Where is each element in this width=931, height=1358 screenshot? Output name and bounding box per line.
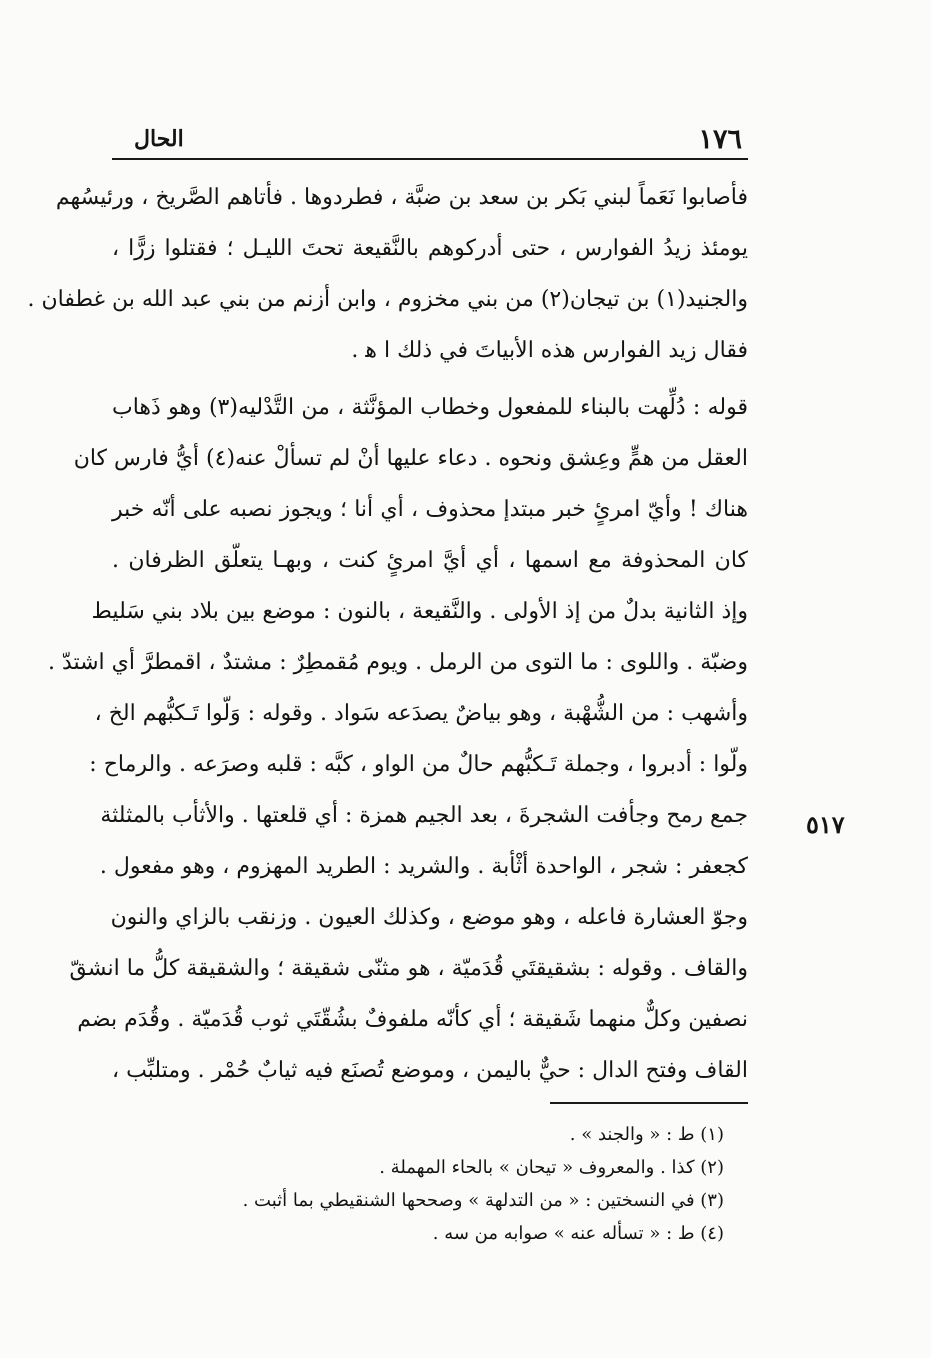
text-line: القاف وفتح الدال : حيٌّ باليمن ، وموضع تُصنَع فيه ثيابٌ حُمْر . ومتلبِّب ، (112, 1058, 748, 1083)
footnote: (٣) في النسختين : « من التدلهة » وصححها الشنقيطي بما أثبت . (242, 1190, 724, 1211)
page-number: ١٧٦ (698, 124, 742, 155)
text-line: قوله : دُلِّهت بالبناء للمفعول وخطاب المؤنَّثة ، من التَّدْليه(٣) وهو ذَهاب (112, 395, 748, 420)
text-line: والقاف . وقوله : بشقيقتَي قُدَميّة ، هو مثنّى شقيقة ؛ والشقيقة كلُّ ما انشقّ (69, 956, 748, 981)
text-line: والجنيد(١) بن تيجان(٢) من بني مخزوم ، وابن أزنم من بني عبد الله بن غطفان . (27, 287, 748, 312)
text-line: كان المحذوفة مع اسمها ، أي أيَّ امرئٍ كنت ، وبهـا يتعلّق الظرفان . (112, 548, 748, 573)
text-line: فأصابوا نَعَماً لبني بَكر بن سعد بن ضبَّة ، فطردوها . فأتاهم الصَّريخ ، ورئيسُهم (55, 185, 748, 210)
text-line: العقل من همٍّ وعِشق ونحوه . دعاء عليها أنْ لم تسألْ عنه(٤) أيُّ فارس كان (73, 446, 748, 471)
margin-page-reference: ٥١٧ (806, 810, 845, 839)
text-line: فقال زيد الفوارس هذه الأبياتَ في ذلك ا ﻫ . (351, 338, 748, 363)
text-line: ولّوا : أدبروا ، وجملة تَـكبُّهم حالٌ من الواو ، كبَّه : قلبه وصرَعه . والرماح : (89, 752, 748, 777)
text-line: وجوّ العشارة فاعله ، وهو موضع ، وكذلك العيون . وزنقب بالزاي والنون (110, 905, 748, 930)
text-line: نصفين وكلٌّ منهما شَقيقة ؛ أي كأنّه ملفوفٌ بشُقّتَي ثوب قُدَميّة . وقُدَم بضم (77, 1007, 748, 1032)
text-line: وإذ الثانية بدلٌ من إذ الأولى . والنَّقيعة ، بالنون : موضع بين بلاد بني سَليط (91, 599, 748, 624)
footnote: (١) ط : « والجند » . (569, 1124, 724, 1145)
footnotes (112, 1118, 724, 1250)
footnote: (٤) ط : « تسأله عنه » صوابه من سه . (432, 1223, 724, 1244)
text-line: جمع رمح وجأفت الشجرةَ ، بعد الجيم همزة : أي قلعتها . والأثأب بالمثلثة (100, 803, 748, 828)
text-line: وأشهب : من الشُّهْبة ، وهو بياضٌ يصدَعه سَواد . وقوله : وَلّوا تَـكبُّهم الخ ، (94, 701, 748, 726)
running-title: الحال (134, 126, 184, 152)
text-line: كجعفر : شجر ، الواحدة أثْأبة . والشريد : الطريد المهزوم ، وهو مفعول . (99, 854, 748, 879)
text-line: وضبّة . واللوى : ما التوى من الرمل . ويوم مُقمطِرٌ : مشتدٌ ، اقمطرَّ أي اشتدّ . (47, 650, 748, 675)
text-line: يومئذ زيدُ الفوارس ، حتى أدركوهم بالنَّقيعة تحتَ الليـل ؛ فقتلوا زرًّا ، (112, 236, 748, 261)
page-header (112, 118, 748, 160)
body-text (27, 172, 748, 1096)
footnote: (٢) كذا . والمعروف « تيحان » بالحاء المهملة . (379, 1157, 724, 1178)
footnote-separator (550, 1102, 748, 1104)
text-line: هناك ! وأيّ امرئٍ خبر مبتدإ محذوف ، أي أنا ؛ ويجوز نصبه على أنّه خبر (112, 497, 748, 522)
